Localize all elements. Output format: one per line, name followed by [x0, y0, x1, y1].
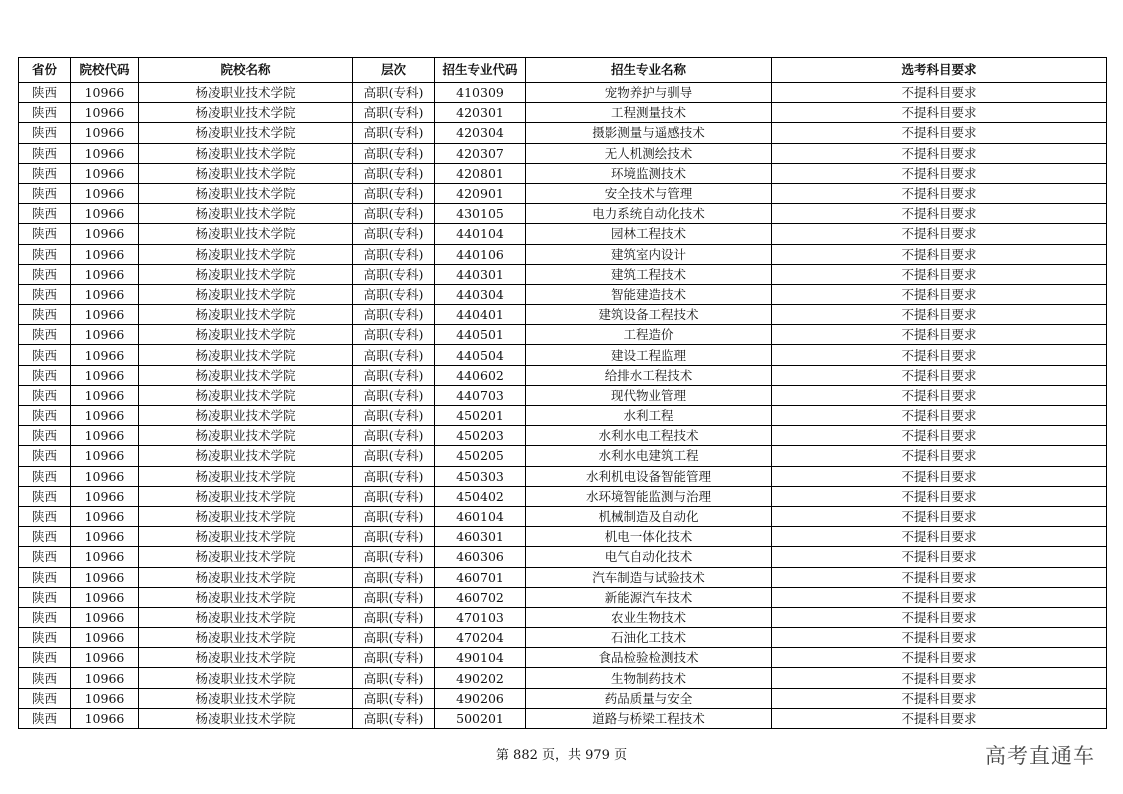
cell-school-name: 杨凌职业技术学院: [139, 123, 353, 143]
cell-school-name: 杨凌职业技术学院: [139, 506, 353, 526]
cell-level: 高职(专科): [353, 466, 435, 486]
cell-school-name: 杨凌职业技术学院: [139, 688, 353, 708]
cell-major-code: 440602: [435, 365, 526, 385]
cell-province: 陕西: [19, 406, 71, 426]
cell-school-name: 杨凌职业技术学院: [139, 284, 353, 304]
cell-major-code: 440304: [435, 284, 526, 304]
header-level: 层次: [353, 58, 435, 83]
cell-province: 陕西: [19, 506, 71, 526]
cell-school-name: 杨凌职业技术学院: [139, 183, 353, 203]
cell-school-code: 10966: [71, 486, 139, 506]
table-row: [19, 83, 1107, 103]
cell-province: 陕西: [19, 204, 71, 224]
cell-major-code: 470204: [435, 628, 526, 648]
table-row: [19, 688, 1107, 708]
cell-subject-requirement: 不提科目要求: [772, 143, 1107, 163]
cell-major-name: 水环境智能监测与治理: [526, 486, 772, 506]
cell-level: 高职(专科): [353, 325, 435, 345]
cell-major-code: 450201: [435, 406, 526, 426]
cell-subject-requirement: 不提科目要求: [772, 325, 1107, 345]
cell-school-code: 10966: [71, 143, 139, 163]
cell-major-name: 食品检验检测技术: [526, 648, 772, 668]
cell-level: 高职(专科): [353, 506, 435, 526]
cell-level: 高职(专科): [353, 123, 435, 143]
cell-school-code: 10966: [71, 708, 139, 728]
cell-level: 高职(专科): [353, 446, 435, 466]
table-row: [19, 668, 1107, 688]
cell-major-code: 420901: [435, 183, 526, 203]
cell-school-name: 杨凌职业技术学院: [139, 587, 353, 607]
cell-school-name: 杨凌职业技术学院: [139, 143, 353, 163]
header-school-name: 院校名称: [139, 58, 353, 83]
cell-province: 陕西: [19, 708, 71, 728]
cell-major-name: 水利水电工程技术: [526, 426, 772, 446]
cell-subject-requirement: 不提科目要求: [772, 506, 1107, 526]
cell-province: 陕西: [19, 183, 71, 203]
cell-level: 高职(专科): [353, 345, 435, 365]
cell-level: 高职(专科): [353, 708, 435, 728]
cell-province: 陕西: [19, 587, 71, 607]
cell-major-code: 420304: [435, 123, 526, 143]
cell-school-name: 杨凌职业技术学院: [139, 264, 353, 284]
header-province: 省份: [19, 58, 71, 83]
header-school-code: 院校代码: [71, 58, 139, 83]
cell-province: 陕西: [19, 486, 71, 506]
cell-province: 陕西: [19, 527, 71, 547]
cell-major-name: 工程测量技术: [526, 103, 772, 123]
cell-subject-requirement: 不提科目要求: [772, 426, 1107, 446]
table-row: [19, 426, 1107, 446]
cell-province: 陕西: [19, 688, 71, 708]
table-row: [19, 385, 1107, 405]
cell-school-code: 10966: [71, 83, 139, 103]
cell-level: 高职(专科): [353, 83, 435, 103]
cell-major-code: 440301: [435, 264, 526, 284]
cell-major-code: 410309: [435, 83, 526, 103]
cell-major-name: 机电一体化技术: [526, 527, 772, 547]
cell-school-code: 10966: [71, 406, 139, 426]
cell-level: 高职(专科): [353, 244, 435, 264]
cell-province: 陕西: [19, 385, 71, 405]
cell-major-name: 机械制造及自动化: [526, 506, 772, 526]
cell-school-name: 杨凌职业技术学院: [139, 385, 353, 405]
cell-school-code: 10966: [71, 648, 139, 668]
cell-school-name: 杨凌职业技术学院: [139, 406, 353, 426]
cell-school-code: 10966: [71, 305, 139, 325]
table-row: [19, 547, 1107, 567]
cell-school-code: 10966: [71, 123, 139, 143]
cell-level: 高职(专科): [353, 385, 435, 405]
cell-major-name: 建筑工程技术: [526, 264, 772, 284]
cell-major-name: 建筑室内设计: [526, 244, 772, 264]
cell-level: 高职(专科): [353, 284, 435, 304]
cell-major-name: 新能源汽车技术: [526, 587, 772, 607]
cell-school-code: 10966: [71, 466, 139, 486]
cell-school-name: 杨凌职业技术学院: [139, 607, 353, 627]
cell-province: 陕西: [19, 567, 71, 587]
cell-province: 陕西: [19, 284, 71, 304]
cell-major-name: 电力系统自动化技术: [526, 204, 772, 224]
cell-school-code: 10966: [71, 527, 139, 547]
header-subject-requirement: 选考科目要求: [772, 58, 1107, 83]
cell-major-name: 安全技术与管理: [526, 183, 772, 203]
cell-school-code: 10966: [71, 426, 139, 446]
table-row: [19, 628, 1107, 648]
cell-major-code: 420301: [435, 103, 526, 123]
table-row: [19, 224, 1107, 244]
cell-school-code: 10966: [71, 547, 139, 567]
cell-school-code: 10966: [71, 325, 139, 345]
cell-major-name: 电气自动化技术: [526, 547, 772, 567]
cell-school-name: 杨凌职业技术学院: [139, 668, 353, 688]
enrollment-table: [18, 57, 1107, 729]
cell-subject-requirement: 不提科目要求: [772, 527, 1107, 547]
cell-school-code: 10966: [71, 163, 139, 183]
cell-province: 陕西: [19, 305, 71, 325]
cell-subject-requirement: 不提科目要求: [772, 648, 1107, 668]
cell-school-code: 10966: [71, 567, 139, 587]
cell-major-code: 460701: [435, 567, 526, 587]
table-row: [19, 204, 1107, 224]
cell-major-code: 450203: [435, 426, 526, 446]
table-row: [19, 708, 1107, 728]
cell-major-code: 440501: [435, 325, 526, 345]
table-row: [19, 567, 1107, 587]
cell-school-name: 杨凌职业技术学院: [139, 567, 353, 587]
cell-major-name: 工程造价: [526, 325, 772, 345]
cell-subject-requirement: 不提科目要求: [772, 204, 1107, 224]
cell-level: 高职(专科): [353, 527, 435, 547]
cell-school-code: 10966: [71, 628, 139, 648]
cell-subject-requirement: 不提科目要求: [772, 547, 1107, 567]
table-row: [19, 527, 1107, 547]
cell-subject-requirement: 不提科目要求: [772, 264, 1107, 284]
cell-major-code: 430105: [435, 204, 526, 224]
cell-major-name: 建设工程监理: [526, 345, 772, 365]
table-body: [19, 83, 1107, 729]
cell-major-code: 440504: [435, 345, 526, 365]
cell-subject-requirement: 不提科目要求: [772, 345, 1107, 365]
cell-province: 陕西: [19, 123, 71, 143]
cell-province: 陕西: [19, 466, 71, 486]
cell-level: 高职(专科): [353, 183, 435, 203]
cell-subject-requirement: 不提科目要求: [772, 103, 1107, 123]
cell-province: 陕西: [19, 345, 71, 365]
cell-subject-requirement: 不提科目要求: [772, 83, 1107, 103]
cell-level: 高职(专科): [353, 648, 435, 668]
cell-school-name: 杨凌职业技术学院: [139, 325, 353, 345]
cell-level: 高职(专科): [353, 547, 435, 567]
cell-school-name: 杨凌职业技术学院: [139, 103, 353, 123]
cell-school-code: 10966: [71, 183, 139, 203]
cell-subject-requirement: 不提科目要求: [772, 163, 1107, 183]
table-row: [19, 244, 1107, 264]
cell-major-name: 道路与桥梁工程技术: [526, 708, 772, 728]
cell-subject-requirement: 不提科目要求: [772, 668, 1107, 688]
cell-major-code: 450303: [435, 466, 526, 486]
cell-level: 高职(专科): [353, 628, 435, 648]
table-header-row: [19, 58, 1107, 83]
cell-major-name: 摄影测量与遥感技术: [526, 123, 772, 143]
cell-province: 陕西: [19, 264, 71, 284]
cell-major-name: 无人机测绘技术: [526, 143, 772, 163]
cell-subject-requirement: 不提科目要求: [772, 628, 1107, 648]
cell-school-code: 10966: [71, 103, 139, 123]
cell-level: 高职(专科): [353, 264, 435, 284]
table-row: [19, 446, 1107, 466]
cell-major-name: 水利工程: [526, 406, 772, 426]
cell-school-code: 10966: [71, 365, 139, 385]
cell-major-name: 汽车制造与试验技术: [526, 567, 772, 587]
cell-major-code: 460104: [435, 506, 526, 526]
table-row: [19, 284, 1107, 304]
cell-school-name: 杨凌职业技术学院: [139, 426, 353, 446]
cell-school-name: 杨凌职业技术学院: [139, 527, 353, 547]
cell-school-code: 10966: [71, 345, 139, 365]
table-row: [19, 506, 1107, 526]
cell-school-code: 10966: [71, 224, 139, 244]
header-major-name: 招生专业名称: [526, 58, 772, 83]
table-row: [19, 587, 1107, 607]
cell-level: 高职(专科): [353, 224, 435, 244]
cell-subject-requirement: 不提科目要求: [772, 587, 1107, 607]
cell-province: 陕西: [19, 83, 71, 103]
cell-school-code: 10966: [71, 385, 139, 405]
cell-level: 高职(专科): [353, 305, 435, 325]
cell-level: 高职(专科): [353, 365, 435, 385]
cell-major-code: 460301: [435, 527, 526, 547]
cell-school-name: 杨凌职业技术学院: [139, 486, 353, 506]
cell-major-code: 440104: [435, 224, 526, 244]
cell-subject-requirement: 不提科目要求: [772, 284, 1107, 304]
table-row: [19, 103, 1107, 123]
cell-school-name: 杨凌职业技术学院: [139, 204, 353, 224]
cell-major-code: 460702: [435, 587, 526, 607]
cell-subject-requirement: 不提科目要求: [772, 567, 1107, 587]
page-number: 第 882 页，共 979 页: [495, 748, 628, 763]
cell-level: 高职(专科): [353, 143, 435, 163]
table-row: [19, 648, 1107, 668]
cell-subject-requirement: 不提科目要求: [772, 708, 1107, 728]
cell-school-name: 杨凌职业技术学院: [139, 708, 353, 728]
cell-province: 陕西: [19, 325, 71, 345]
cell-school-name: 杨凌职业技术学院: [139, 224, 353, 244]
cell-school-code: 10966: [71, 204, 139, 224]
cell-school-code: 10966: [71, 284, 139, 304]
cell-school-code: 10966: [71, 688, 139, 708]
cell-major-code: 490202: [435, 668, 526, 688]
cell-level: 高职(专科): [353, 668, 435, 688]
cell-major-code: 450205: [435, 446, 526, 466]
cell-major-name: 现代物业管理: [526, 385, 772, 405]
table-row: [19, 264, 1107, 284]
table-row: [19, 365, 1107, 385]
cell-major-code: 440106: [435, 244, 526, 264]
table-row: [19, 486, 1107, 506]
cell-province: 陕西: [19, 224, 71, 244]
cell-major-name: 水利水电建筑工程: [526, 446, 772, 466]
cell-subject-requirement: 不提科目要求: [772, 305, 1107, 325]
cell-school-code: 10966: [71, 244, 139, 264]
cell-major-name: 农业生物技术: [526, 607, 772, 627]
cell-major-name: 智能建造技术: [526, 284, 772, 304]
cell-province: 陕西: [19, 446, 71, 466]
cell-subject-requirement: 不提科目要求: [772, 123, 1107, 143]
cell-school-code: 10966: [71, 264, 139, 284]
cell-province: 陕西: [19, 163, 71, 183]
cell-major-code: 460306: [435, 547, 526, 567]
table-row: [19, 607, 1107, 627]
cell-school-name: 杨凌职业技术学院: [139, 83, 353, 103]
cell-province: 陕西: [19, 365, 71, 385]
cell-province: 陕西: [19, 103, 71, 123]
table-row: [19, 163, 1107, 183]
cell-level: 高职(专科): [353, 204, 435, 224]
cell-subject-requirement: 不提科目要求: [772, 466, 1107, 486]
cell-province: 陕西: [19, 143, 71, 163]
table-row: [19, 345, 1107, 365]
cell-major-code: 500201: [435, 708, 526, 728]
cell-school-name: 杨凌职业技术学院: [139, 446, 353, 466]
cell-school-name: 杨凌职业技术学院: [139, 244, 353, 264]
cell-level: 高职(专科): [353, 486, 435, 506]
cell-major-name: 给排水工程技术: [526, 365, 772, 385]
cell-level: 高职(专科): [353, 567, 435, 587]
cell-province: 陕西: [19, 628, 71, 648]
table-row: [19, 305, 1107, 325]
cell-province: 陕西: [19, 426, 71, 446]
cell-major-code: 470103: [435, 607, 526, 627]
cell-major-name: 石油化工技术: [526, 628, 772, 648]
cell-major-name: 建筑设备工程技术: [526, 305, 772, 325]
cell-level: 高职(专科): [353, 163, 435, 183]
watermark-logo: 高考直通车: [985, 744, 1095, 768]
cell-major-code: 450402: [435, 486, 526, 506]
cell-level: 高职(专科): [353, 103, 435, 123]
table-row: [19, 406, 1107, 426]
cell-subject-requirement: 不提科目要求: [772, 607, 1107, 627]
cell-level: 高职(专科): [353, 607, 435, 627]
table-row: [19, 143, 1107, 163]
cell-subject-requirement: 不提科目要求: [772, 365, 1107, 385]
cell-major-code: 420801: [435, 163, 526, 183]
cell-level: 高职(专科): [353, 587, 435, 607]
cell-school-code: 10966: [71, 607, 139, 627]
cell-subject-requirement: 不提科目要求: [772, 244, 1107, 264]
cell-school-name: 杨凌职业技术学院: [139, 365, 353, 385]
cell-province: 陕西: [19, 668, 71, 688]
table-row: [19, 123, 1107, 143]
header-major-code: 招生专业代码: [435, 58, 526, 83]
cell-subject-requirement: 不提科目要求: [772, 486, 1107, 506]
cell-major-code: 440703: [435, 385, 526, 405]
cell-school-name: 杨凌职业技术学院: [139, 345, 353, 365]
cell-school-name: 杨凌职业技术学院: [139, 466, 353, 486]
cell-level: 高职(专科): [353, 406, 435, 426]
cell-school-name: 杨凌职业技术学院: [139, 547, 353, 567]
cell-school-name: 杨凌职业技术学院: [139, 305, 353, 325]
table-row: [19, 183, 1107, 203]
cell-major-name: 园林工程技术: [526, 224, 772, 244]
cell-province: 陕西: [19, 547, 71, 567]
cell-school-code: 10966: [71, 446, 139, 466]
cell-subject-requirement: 不提科目要求: [772, 183, 1107, 203]
cell-major-code: 420307: [435, 143, 526, 163]
cell-major-name: 水利机电设备智能管理: [526, 466, 772, 486]
table-row: [19, 466, 1107, 486]
cell-major-name: 环境监测技术: [526, 163, 772, 183]
cell-level: 高职(专科): [353, 426, 435, 446]
cell-school-code: 10966: [71, 587, 139, 607]
cell-subject-requirement: 不提科目要求: [772, 385, 1107, 405]
cell-major-name: 生物制药技术: [526, 668, 772, 688]
cell-province: 陕西: [19, 244, 71, 264]
cell-major-code: 490104: [435, 648, 526, 668]
cell-subject-requirement: 不提科目要求: [772, 406, 1107, 426]
cell-major-name: 宠物养护与驯导: [526, 83, 772, 103]
cell-major-code: 440401: [435, 305, 526, 325]
cell-school-code: 10966: [71, 668, 139, 688]
cell-subject-requirement: 不提科目要求: [772, 224, 1107, 244]
cell-subject-requirement: 不提科目要求: [772, 688, 1107, 708]
cell-school-name: 杨凌职业技术学院: [139, 163, 353, 183]
cell-province: 陕西: [19, 607, 71, 627]
cell-major-code: 490206: [435, 688, 526, 708]
cell-school-code: 10966: [71, 506, 139, 526]
cell-subject-requirement: 不提科目要求: [772, 446, 1107, 466]
cell-school-name: 杨凌职业技术学院: [139, 628, 353, 648]
cell-level: 高职(专科): [353, 688, 435, 708]
table-row: [19, 325, 1107, 345]
cell-school-name: 杨凌职业技术学院: [139, 648, 353, 668]
cell-major-name: 药品质量与安全: [526, 688, 772, 708]
cell-province: 陕西: [19, 648, 71, 668]
